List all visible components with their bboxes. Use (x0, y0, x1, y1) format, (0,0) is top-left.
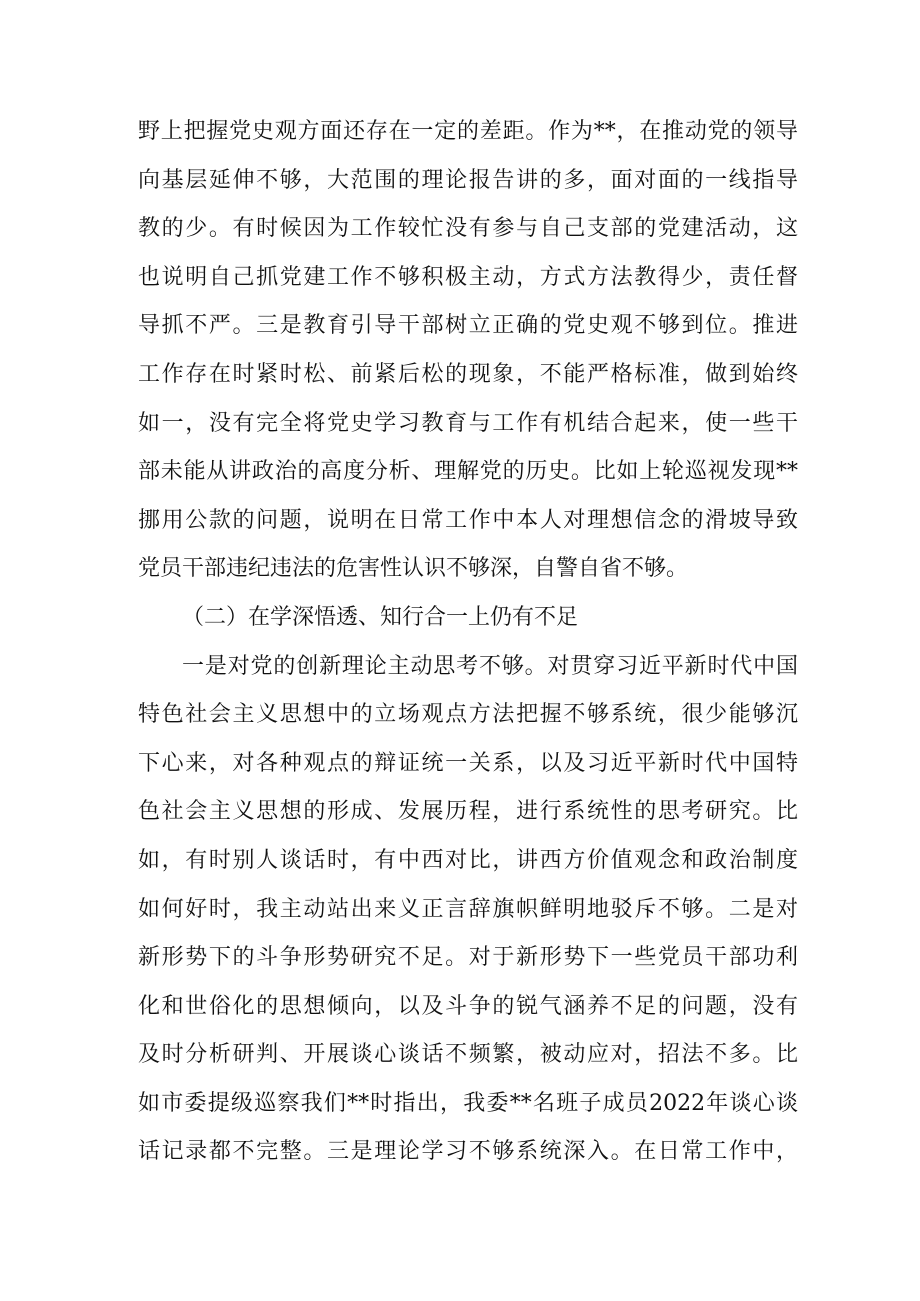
section-heading: （二）在学深悟透、知行合一上仍有不足 (182, 604, 579, 630)
text-line: 特色社会主义思想中的立场观点方法把握不够系统，很少能够沉 (138, 702, 798, 728)
text-line: 色社会主义思想的形成、发展历程，进行系统性的思考研究。比 (138, 799, 798, 825)
text-line: 如一，没有完全将党史学习教育与工作有机结合起来，使一些干 (138, 410, 798, 436)
text-line: 化和世俗化的思想倾向，以及斗争的锐气涵养不足的问题，没有 (138, 993, 798, 1019)
text-line: 党员干部违纪违法的危害性认识不够深，自警自省不够。 (138, 556, 689, 582)
text-line: 新形势下的斗争形势研究不足。对于新形势下一些党员干部功利 (138, 945, 798, 971)
text-line: 及时分析研判、开展谈心谈话不频繁，被动应对，招法不多。比 (138, 1042, 798, 1068)
text-line: 下心来，对各种观点的辩证统一关系，以及习近平新时代中国特 (138, 750, 798, 776)
text-line: 部未能从讲政治的高度分析、理解党的历史。比如上轮巡视发现** (138, 459, 798, 485)
text-line: 向基层延伸不够，大范围的理论报告讲的多，面对面的一线指导 (138, 167, 798, 193)
document-body (138, 108, 798, 1177)
text-line: 如，有时别人谈话时，有中西对比，讲西方价值观念和政治制度 (138, 847, 798, 873)
text-line: 一是对党的创新理论主动思考不够。对贯穿习近平新时代中国 (182, 653, 798, 679)
text-line: 工作存在时紧时松、前紧后松的现象，不能严格标准，做到始终 (138, 361, 798, 387)
text-line: 话记录都不完整。三是理论学习不够系统深入。在日常工作中， (138, 1139, 798, 1165)
text-line: 教的少。有时候因为工作较忙没有参与自己支部的党建活动，这 (138, 216, 798, 242)
text-line: 如何好时，我主动站出来义正言辞旗帜鲜明地驳斥不够。二是对 (138, 896, 798, 922)
text-line: 也说明自己抓党建工作不够积极主动，方式方法教得少，责任督 (138, 264, 798, 290)
text-line: 导抓不严。三是教育引导干部树立正确的党史观不够到位。推进 (138, 313, 798, 339)
text-line: 野上把握党史观方面还存在一定的差距。作为**，在推动党的领导 (138, 119, 798, 144)
text-line: 如市委提级巡察我们**时指出，我委**名班子成员2022年谈心谈 (138, 1090, 798, 1116)
text-line: 挪用公款的问题，说明在日常工作中本人对理想信念的滑坡导致 (138, 507, 798, 533)
